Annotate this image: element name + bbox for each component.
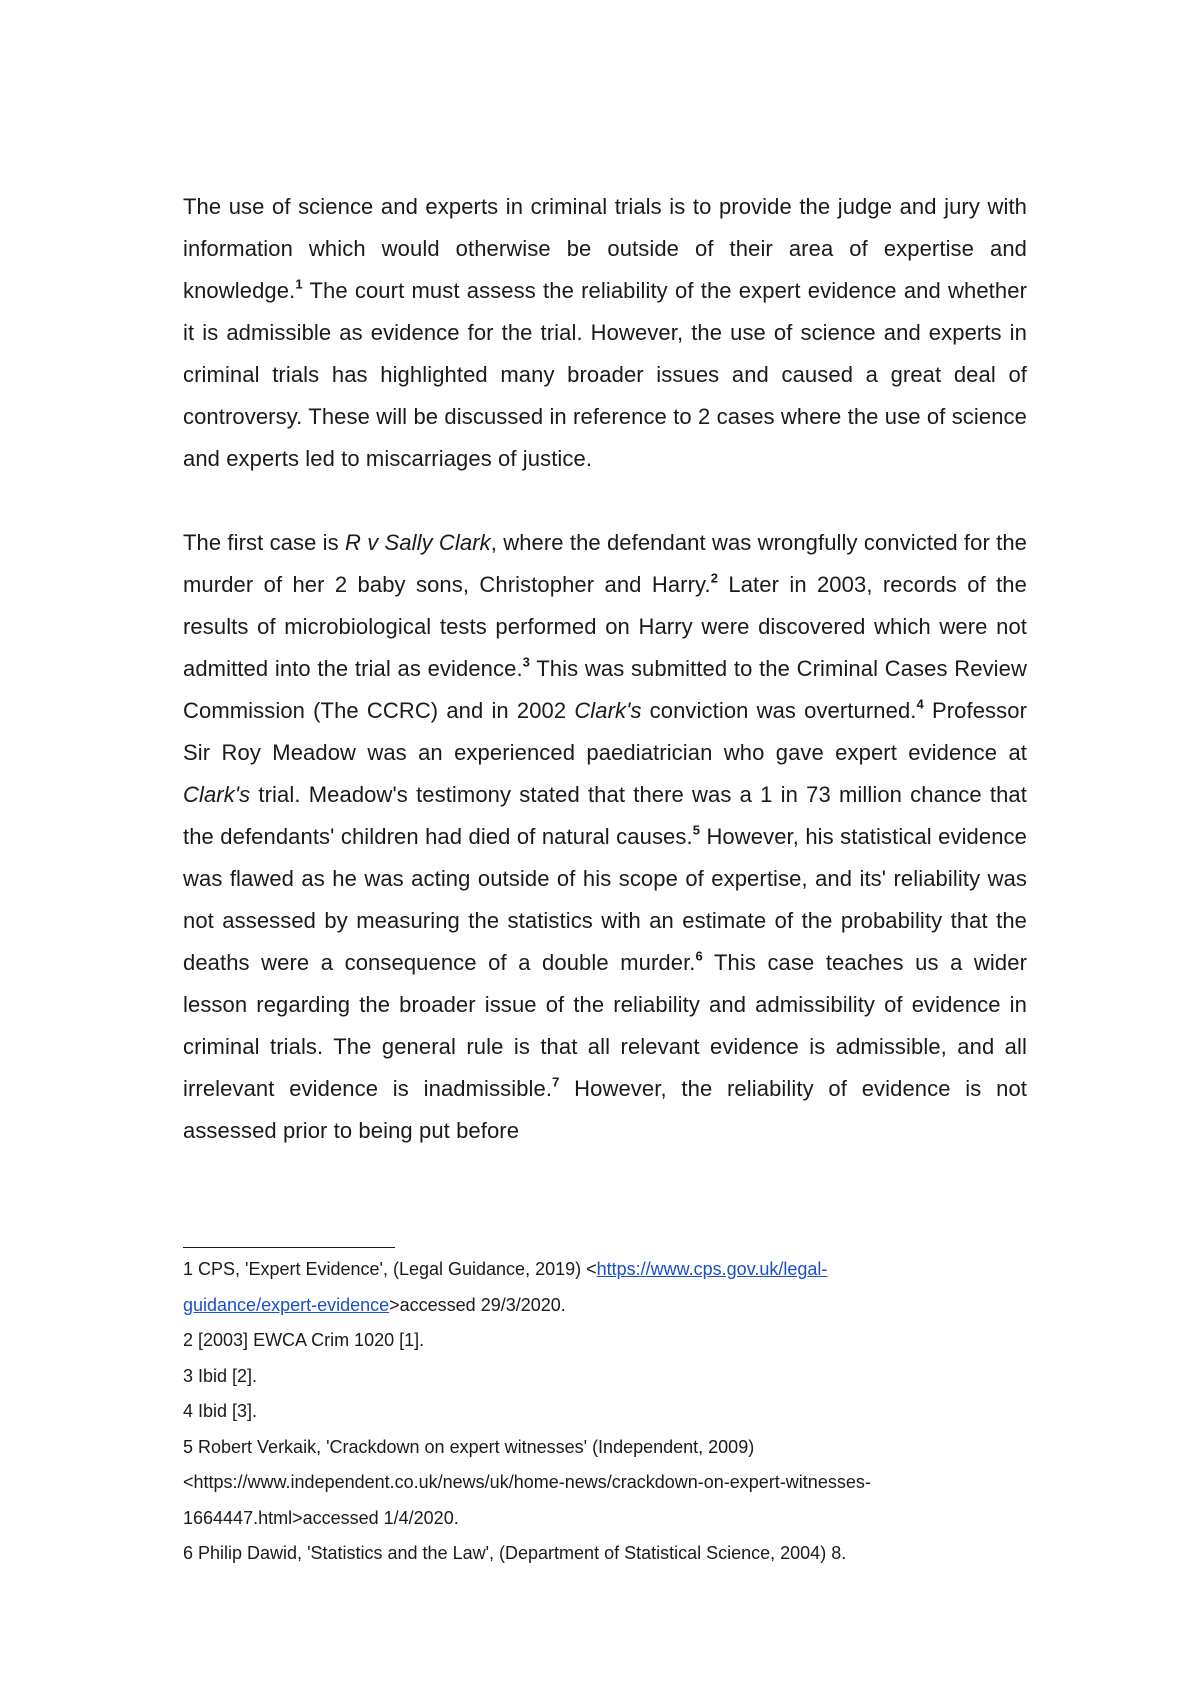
essay-body	[183, 186, 1027, 1152]
footnotes	[183, 1252, 1083, 1572]
footnote-ref-6[interactable]: 6	[695, 948, 703, 964]
case-name-possessive: Clark's	[183, 782, 251, 807]
case-name: R v Sally Clark	[345, 530, 491, 555]
footnote-ref-3[interactable]: 3	[522, 654, 530, 670]
footnote-ref-1[interactable]: 1	[295, 276, 303, 292]
footnote-ref-2[interactable]: 2	[710, 570, 719, 586]
footnote-4: 4 Ibid [3].	[183, 1401, 258, 1421]
footnote-ref-4[interactable]: 4	[916, 696, 924, 712]
footnote-3: 3 Ibid [2].	[183, 1365, 258, 1386]
footnote-1: 1 CPS, 'Expert Evidence', (Legal Guidance, 2019) <https://www.cps.gov.uk/legal- guidance/expert-evidence>accessed 29/3/2020.	[183, 1259, 828, 1315]
case-name-possessive: Clark's	[574, 698, 642, 723]
footnote-link-cps[interactable]: https://www.cps.gov.uk/legal- guidance/expert-evidence	[183, 1259, 828, 1315]
footnote-2: 2 [2003] EWCA Crim 1020 [1].	[183, 1330, 425, 1350]
footnote-5: 5 Robert Verkaik, 'Crackdown on expert witnesses' (Independent, 2009) <https://www.independent.co.uk/news/uk/home-news/crackdown-on-expert-witnesses- 1664447.html>accessed 1/4/2020.	[183, 1436, 871, 1528]
paragraph-intro: The use of science and experts in criminal trials is to provide the judge and jury with information which would otherwise be outside of their area of expertise and knowledge.$^1$ The court must assess the reliability of the expert evidence and whether it is admissible as evidence for the trial. However, the use of science and experts in criminal trials has highlighted many broader issues and caused a great deal of controversy. These will be discussed in reference to 2 cases where the use of science and experts led to miscarriages of justice.	[183, 194, 1027, 471]
footnote-ref-7[interactable]: 7	[552, 1074, 560, 1090]
footnote-ref-5[interactable]: 5	[692, 822, 701, 838]
footnote-6: 6 Philip Dawid, 'Statistics and the Law', (Department of Statistical Science, 2004) 8.	[183, 1543, 847, 1563]
footnote-separator	[183, 1247, 395, 1248]
paragraph-sally-clark: The first case is R v Sally Clark, where the defendant was wrongfully convicted for the murder of her 2 baby sons, Christopher and Harry.$^2$ Later in 2003, records of the results of microbiological tests performed on Harry were discovered which were not admitted into the trial as evidence.$^3$ This was submitted to the Criminal Cases Review Commission (The CCRC) and in 2002 Clark's conviction was overturned.$^4$ Professor Sir Roy Meadow was an experienced paediatrician who gave expert evidence at Clark's trial. Meadow's testimony stated that there was a 1 in 73 million chance that the defendants' children had died of natural causes.$^5$ However, his statistical evidence was flawed as he was acting outside of his scope of expertise, and its' reliability was not assessed by measuring the statistics with an estimate of the probability that the deaths were a consequence of a double murder.$^6$ This case teaches us a wider lesson regarding the broader issue of the reliability and admissibility of evidence in criminal trials. The general rule is that all relevant evidence is admissible, and all irrelevant evidence is inadmissible.$^7$ However, the reliability of evidence is not assessed prior to being put before	[183, 530, 1028, 1143]
